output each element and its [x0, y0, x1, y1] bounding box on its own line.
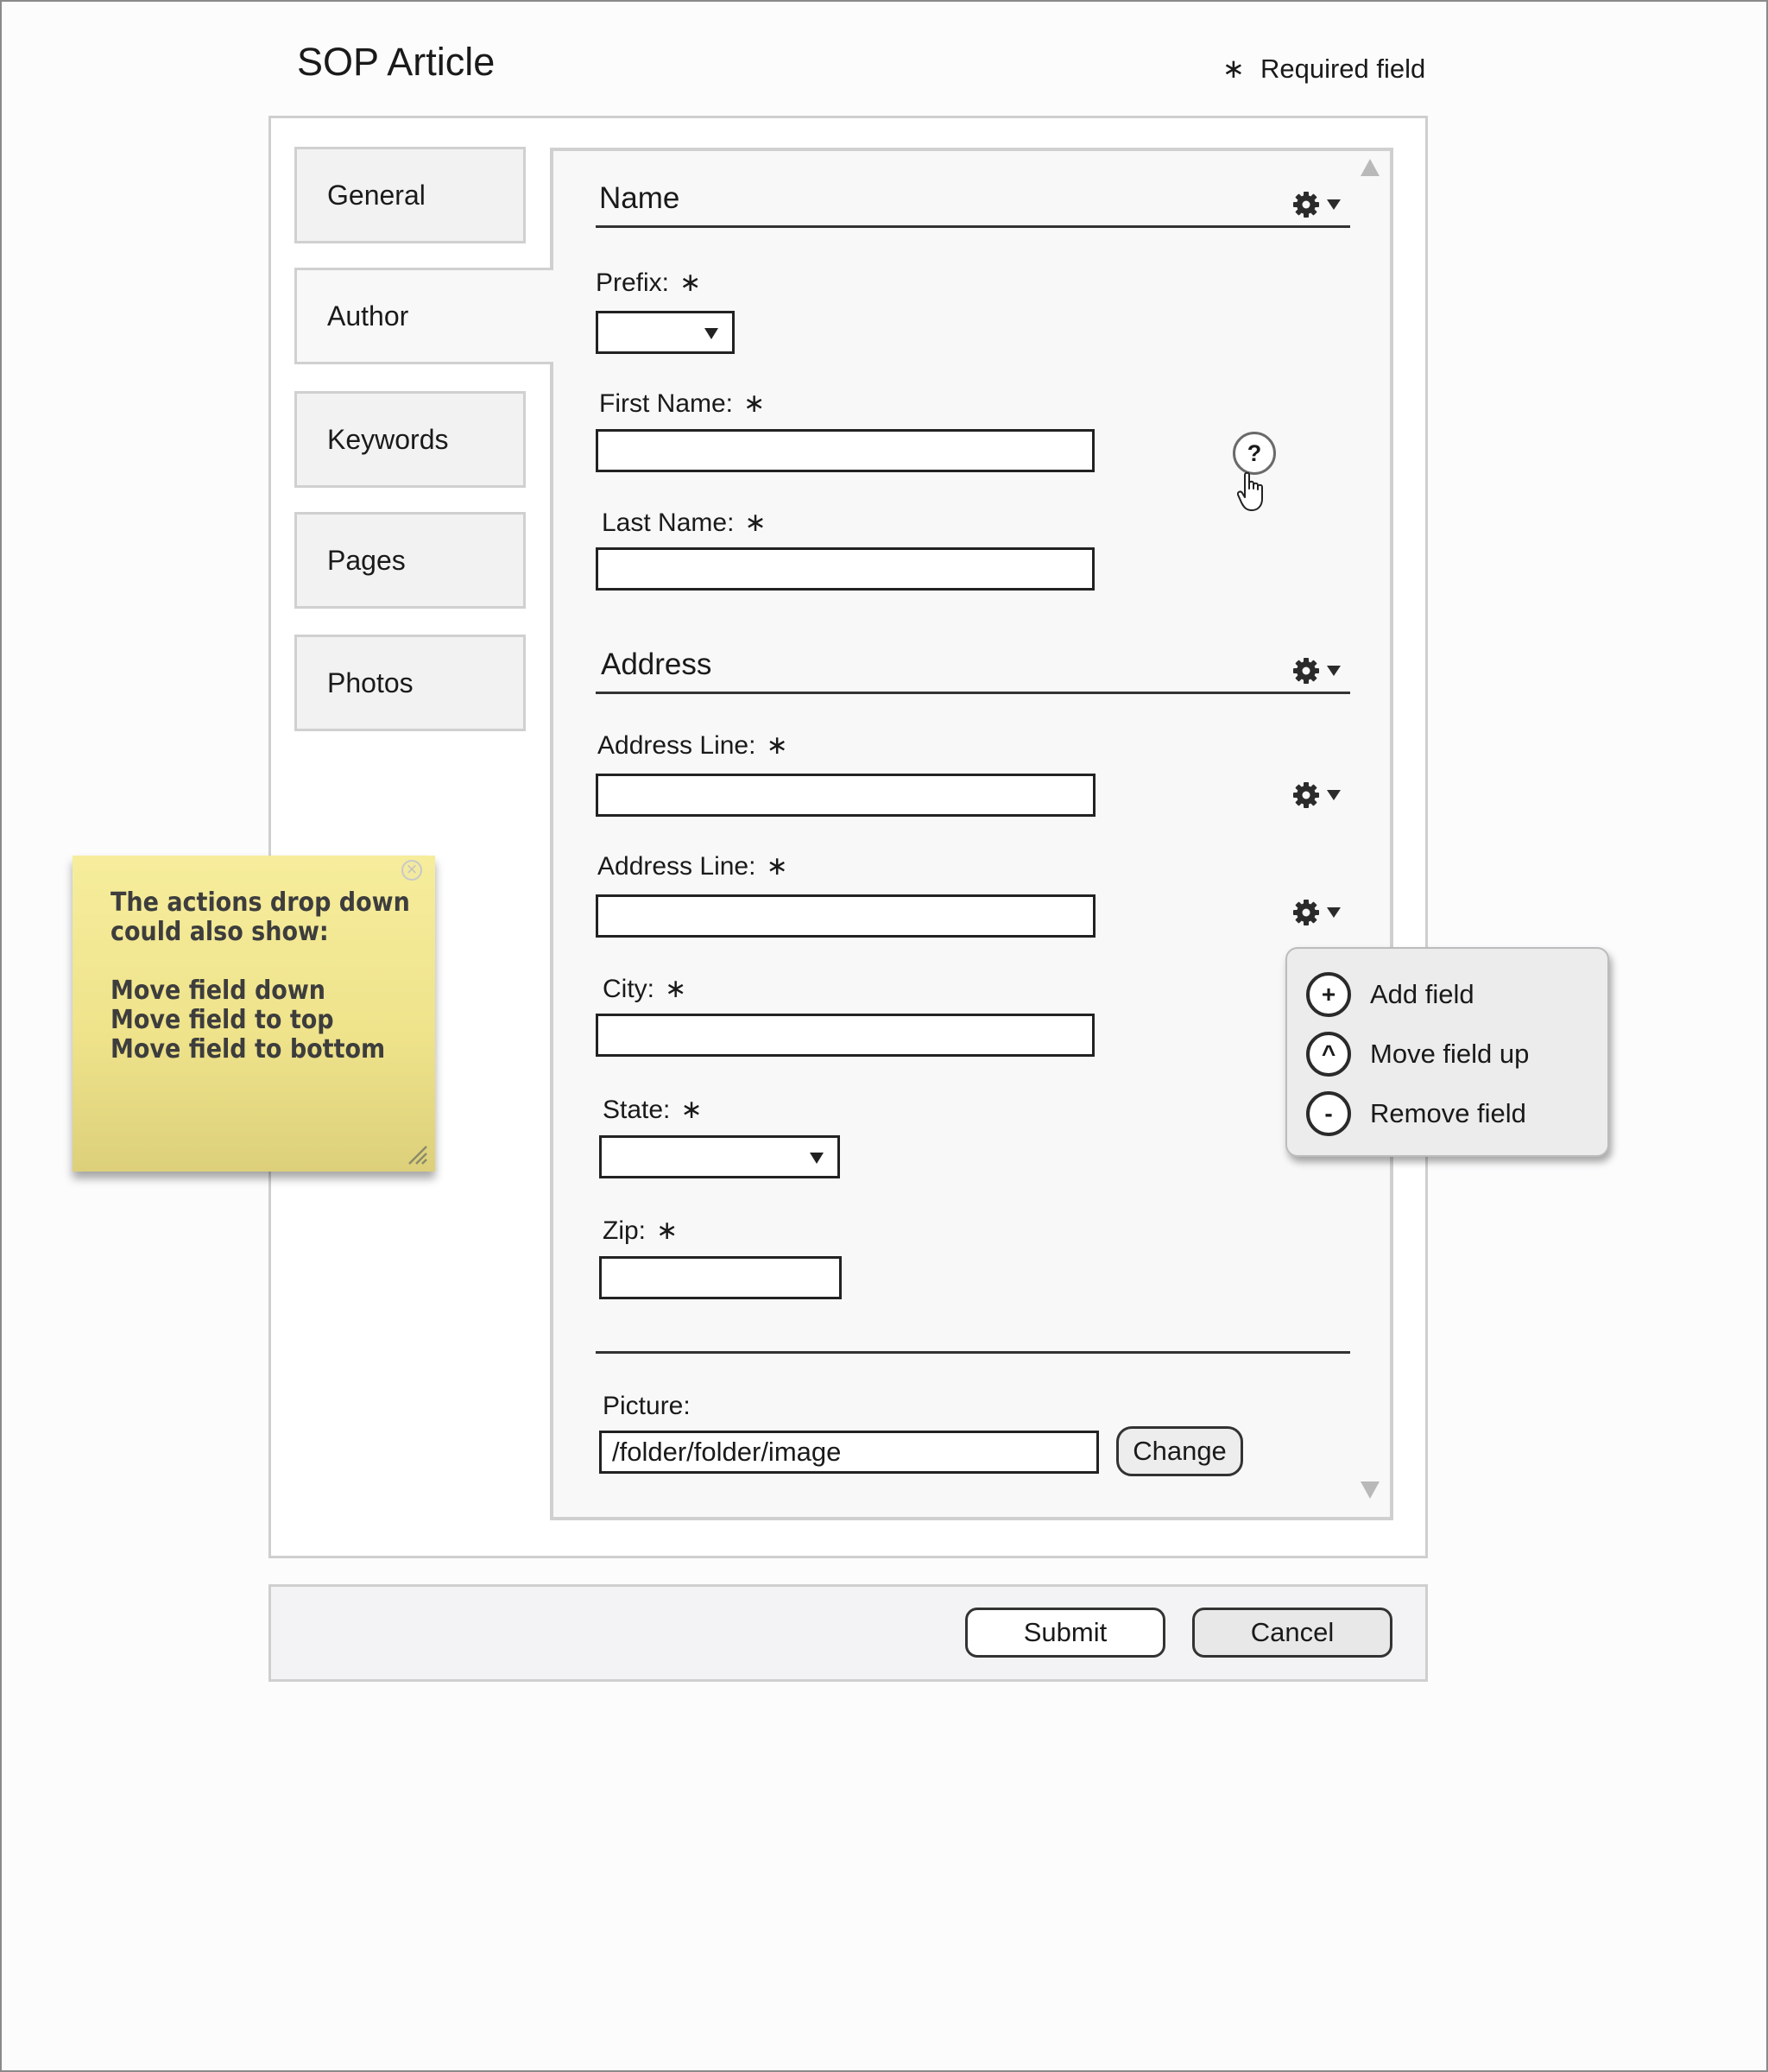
- tab-label: Photos: [327, 666, 414, 698]
- field-actions-menu: [1285, 947, 1609, 1157]
- prefix-select[interactable]: [596, 311, 735, 354]
- section-title-address: Address: [601, 648, 712, 681]
- name-section-actions-dropdown[interactable]: [1292, 191, 1341, 218]
- hand-cursor-icon: [1237, 471, 1270, 513]
- picture-path-field[interactable]: /folder/folder/image: [599, 1431, 1099, 1474]
- tab-photos[interactable]: [294, 635, 526, 731]
- required-legend: [1222, 52, 1425, 86]
- zip-field[interactable]: [599, 1256, 842, 1299]
- scroll-up-arrow-icon[interactable]: [1361, 159, 1380, 176]
- menu-item-label: Add field: [1370, 979, 1474, 1009]
- gear-icon: [1292, 657, 1320, 685]
- menu-item-add-field[interactable]: [1306, 972, 1474, 1017]
- page-title: SOP Article: [297, 40, 496, 84]
- caret-down-icon: [704, 328, 718, 339]
- address-section-actions-dropdown[interactable]: [1292, 657, 1341, 685]
- menu-item-label: Remove field: [1370, 1098, 1526, 1128]
- gear-icon: [1292, 899, 1320, 926]
- required-legend-text: Required field: [1260, 54, 1426, 84]
- first-name-label: First Name: ∗: [599, 389, 766, 418]
- caret-down-icon: [810, 1153, 824, 1164]
- tab-author[interactable]: [294, 268, 553, 364]
- address-line-2-field[interactable]: [596, 894, 1096, 938]
- last-name-label: Last Name: ∗: [602, 509, 767, 537]
- caret-down-icon: [1327, 666, 1341, 676]
- tab-label: General: [327, 179, 426, 211]
- first-name-field[interactable]: [596, 429, 1095, 472]
- change-picture-button[interactable]: Change: [1116, 1426, 1243, 1476]
- resize-grip-icon[interactable]: [404, 1141, 428, 1166]
- sticky-note-line: could also show:: [110, 917, 329, 947]
- tab-keywords[interactable]: [294, 391, 526, 488]
- section-title-name: Name: [599, 181, 680, 215]
- caret-down-icon: [1327, 907, 1341, 918]
- gear-icon: [1292, 191, 1320, 218]
- menu-item-move-field-up[interactable]: [1306, 1032, 1529, 1077]
- address-line-1-field[interactable]: [596, 774, 1096, 817]
- state-label: State: ∗: [603, 1096, 703, 1124]
- city-field[interactable]: [596, 1014, 1095, 1057]
- tab-label: Keywords: [327, 423, 449, 455]
- gear-icon: [1292, 781, 1320, 809]
- caret-up-icon: ^: [1306, 1032, 1351, 1077]
- submit-button[interactable]: Submit: [965, 1608, 1165, 1658]
- address-line-2-label: Address Line: ∗: [597, 852, 788, 881]
- menu-item-remove-field[interactable]: [1306, 1091, 1526, 1136]
- tab-label: Pages: [327, 544, 406, 576]
- section-divider: [596, 1351, 1350, 1354]
- tab-general[interactable]: [294, 147, 526, 243]
- zip-label: Zip: ∗: [603, 1216, 679, 1245]
- caret-down-icon: [1327, 199, 1341, 210]
- address-line-1-label: Address Line: ∗: [597, 731, 788, 760]
- sticky-note-line: The actions drop down: [110, 888, 410, 918]
- sticky-note-line: Move field down: [110, 976, 325, 1006]
- required-star: ∗: [1222, 54, 1245, 84]
- tab-label: Author: [327, 300, 409, 332]
- sticky-note-line: Move field to top: [110, 1005, 334, 1035]
- tab-pages[interactable]: [294, 512, 526, 609]
- last-name-field[interactable]: [596, 547, 1095, 591]
- address-line-1-actions-dropdown[interactable]: [1292, 781, 1341, 809]
- menu-item-label: Move field up: [1370, 1039, 1530, 1069]
- picture-label: Picture:: [603, 1392, 691, 1420]
- close-icon[interactable]: ×: [401, 860, 422, 881]
- state-select[interactable]: [599, 1135, 840, 1178]
- sticky-note-line: Move field to bottom: [110, 1034, 386, 1064]
- caret-down-icon: [1327, 790, 1341, 800]
- sticky-note: [73, 856, 435, 1172]
- minus-icon: -: [1306, 1091, 1351, 1136]
- help-icon[interactable]: ?: [1233, 432, 1276, 475]
- city-label: City: ∗: [603, 975, 687, 1003]
- section-divider: [596, 692, 1350, 694]
- address-line-2-actions-dropdown[interactable]: [1292, 899, 1341, 926]
- scroll-down-arrow-icon[interactable]: [1361, 1481, 1380, 1499]
- plus-icon: +: [1306, 972, 1351, 1017]
- cancel-button[interactable]: Cancel: [1192, 1608, 1392, 1658]
- prefix-label: Prefix: ∗: [596, 268, 702, 297]
- section-divider: [596, 225, 1350, 228]
